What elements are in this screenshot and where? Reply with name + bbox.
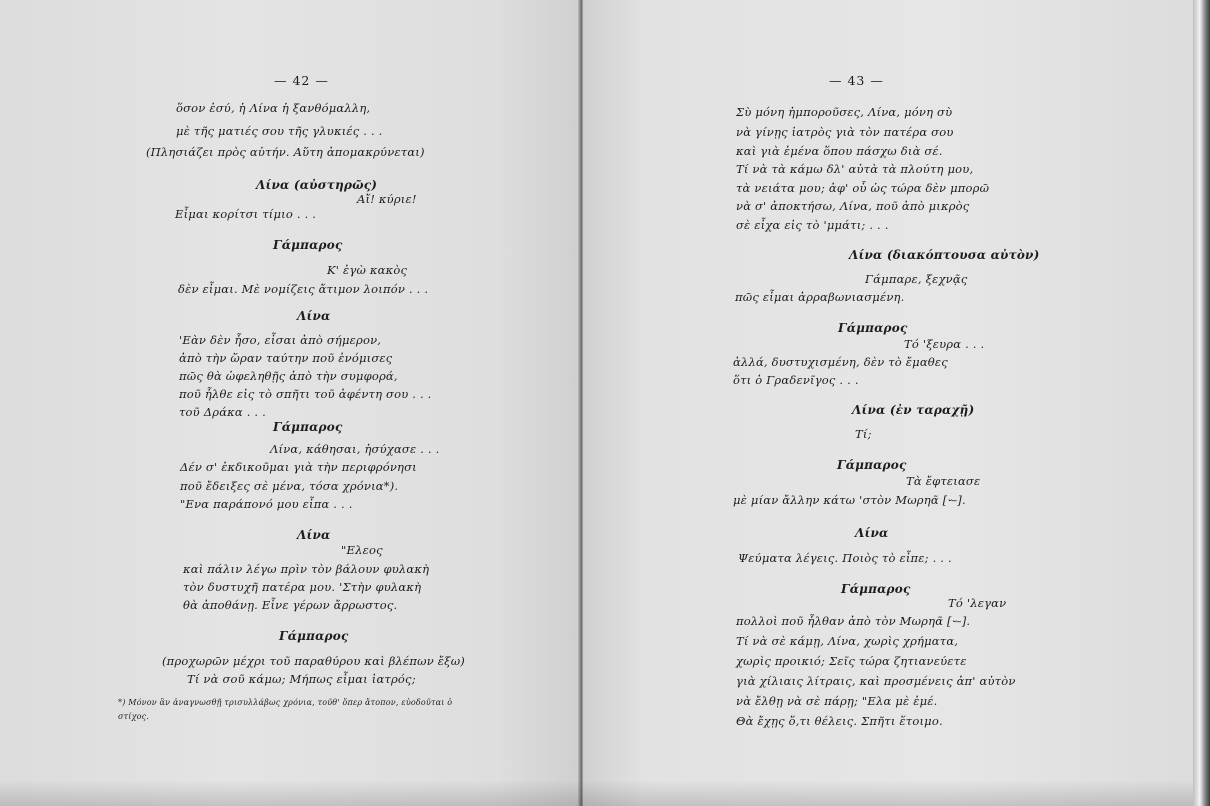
verse-line: ἀλλά, δυστυχισμένη, δὲν τὸ ἔμαθες (733, 355, 948, 369)
verse-line: ὅσον ἐσύ, ἡ Λίνα ἡ ξανθόμαλλη, (176, 101, 371, 115)
verse-line: πῶς εἶμαι ἀρραβωνιασμένη. (735, 290, 905, 304)
verse-line: νὰ γίνῃς ἰατρὸς γιὰ τὸν πατέρα σου (736, 125, 954, 139)
verse-line: τοῦ Δράκα . . . (179, 405, 267, 419)
verse-line: πῶς θὰ ὠφεληθῇς ἀπὸ τὴν συμφορά, (179, 369, 398, 383)
speaker-name: Λίνα (ἐν ταραχῇ) (852, 403, 975, 417)
verse-line: Εἶμαι κορίτσι τίμιο . . . (175, 207, 317, 221)
speaker-name: Γάμπαρος (273, 420, 343, 434)
speaker-name: Γάμπαρος (279, 629, 349, 643)
verse-line: νὰ σ' ἀποκτήσω, Λίνα, ποῦ ἀπὸ μικρὸς (736, 199, 970, 213)
verse-line: χωρὶς προικιό; Σεῖς τώρα ζητιανεύετε (736, 654, 967, 668)
verse-line: καὶ πάλιν λέγω πρὶν τὸν βάλουν φυλακὴ (183, 562, 430, 576)
verse-line: Τό 'ξευρα . . . (904, 337, 985, 351)
verse-line: "Ενα παράπονό μου εἶπα . . . (180, 497, 353, 511)
speaker-name: Λίνα (297, 309, 331, 323)
verse-line: Γάμπαρε, ξεχνᾷς (865, 272, 968, 286)
stage-direction: (Πλησιάζει πρὸς αὐτήν. Αὕτη ἀπομακρύνεται) (146, 145, 425, 159)
speaker-name: Λίνα (855, 526, 889, 540)
bottom-shadow (0, 780, 1193, 806)
verse-line: μὲ τῆς ματιές σου τῆς γλυκιές . . . (176, 124, 383, 138)
verse-line: καὶ γιὰ ἐμένα ὅπου πάσχω διὰ σέ. (736, 144, 943, 158)
footnote: στίχος. (118, 712, 150, 721)
speaker-name: Γάμπαρος (273, 238, 343, 252)
speaker-name: Γάμπαρος (837, 458, 907, 472)
verse-line: Τί νὰ σὲ κάμῃ, Λίνα, χωρὶς χρήματα, (736, 634, 959, 648)
verse-line: τὰ νειάτα μου; ἀφ' οὗ ὡς τώρα δὲν μπορῶ (736, 181, 990, 195)
verse-line: πολλοὶ ποῦ ἦλθαν ἀπὸ τὸν Μωρηᾶ [⏑–]. (736, 614, 971, 628)
verse-line: Τὰ ἔφτειασε (906, 474, 981, 488)
speaker-name: Λίνα (297, 528, 331, 542)
verse-line: Κ' ἐγὼ κακὸς (327, 263, 408, 277)
verse-line: θὰ ἀποθάνῃ. Εἶνε γέρων ἄρρωστος. (183, 598, 398, 612)
stage-direction: (προχωρῶν μέχρι τοῦ παραθύρου καὶ βλέπων ἔξω) (162, 654, 465, 668)
left-page (0, 0, 582, 806)
verse-line: Τί νὰ τὰ κάμω δλ' αὐτὰ τὰ πλούτη μου, (736, 162, 974, 176)
verse-line: ποῦ ἦλθε εἰς τὸ σπῆτι τοῦ ἀφέντη σου . . . (179, 387, 432, 401)
verse-line: Τί νὰ σοῦ κάμω; Μήπως εἶμαι ἰατρός; (187, 672, 416, 686)
footnote: *) Μόνον ἂν ἀναγνωσθῇ τρισυλλάβως χρόνια, τοῦθ' ὅπερ ἄτοπον, εὐοδοῦται ὁ (118, 698, 453, 707)
verse-line: γιὰ χίλιαις λίτραις, καὶ προσμένεις ἀπ' αὐτὸν (736, 674, 1016, 688)
right-page (583, 0, 1193, 806)
verse-line: Τό 'λεγαν (948, 596, 1007, 610)
verse-line: Σὺ μόνη ἠμποροῦσες, Λίνα, μόνη σὺ (736, 105, 953, 119)
verse-line: τὸν δυστυχῆ πατέρα μου. 'Στὴν φυλακὴ (183, 580, 422, 594)
verse-line: δὲν εἶμαι. Μὲ νομίζεις ἄτιμον λοιπόν . . . (178, 282, 429, 296)
verse-line: Ψεύματα λέγεις. Ποιὸς τὸ εἶπε; . . . (738, 551, 952, 565)
speaker-name: Λίνα (διακόπτουσα αὐτὸν) (849, 248, 1040, 262)
verse-line: νὰ ἔλθῃ νὰ σὲ πάρῃ; "Ελα μὲ ἐμέ. (736, 694, 938, 708)
verse-line: ἀπὸ τὴν ὥραν ταύτην ποῦ ἐνόμισες (179, 351, 393, 365)
verse-line: ποῦ ἔδειξες σὲ μένα, τόσα χρόνια*). (180, 479, 399, 493)
verse-line: 'Εὰν δὲν ἦσο, εἶσαι ἀπὸ σήμερον, (179, 333, 382, 347)
verse-line: Θὰ ἔχῃς ὅ,τι θέλεις. Σπῆτι ἕτοιμο. (736, 714, 943, 728)
verse-line: Δέν σ' ἐκδικοῦμαι γιὰ τὴν περιφρόνησι (180, 460, 417, 474)
speaker-name: Γάμπαρος (838, 321, 908, 335)
verse-line: Λίνα, κάθησαι, ἡσύχασε . . . (270, 442, 440, 456)
verse-line: ὅτι ὁ Γραδενῖγος . . . (733, 373, 859, 387)
verse-line: Τί; (855, 427, 872, 441)
page-number: — 43 — (829, 73, 884, 88)
verse-line: "Ελεος (341, 543, 383, 557)
verse-line: σὲ εἶχα εἰς τὸ 'μμάτι; . . . (736, 218, 889, 232)
speaker-name: Γάμπαρος (841, 582, 911, 596)
verse-line: μὲ μίαν ἄλλην κάτω 'στὸν Μωρηᾶ [⏑–]. (733, 493, 966, 507)
page-edge (1193, 0, 1210, 806)
speaker-name: Λίνα (αὐστηρῶς) (256, 178, 378, 192)
verse-line: Αἴ! κύριε! (357, 192, 417, 206)
page-number: — 42 — (274, 73, 329, 88)
